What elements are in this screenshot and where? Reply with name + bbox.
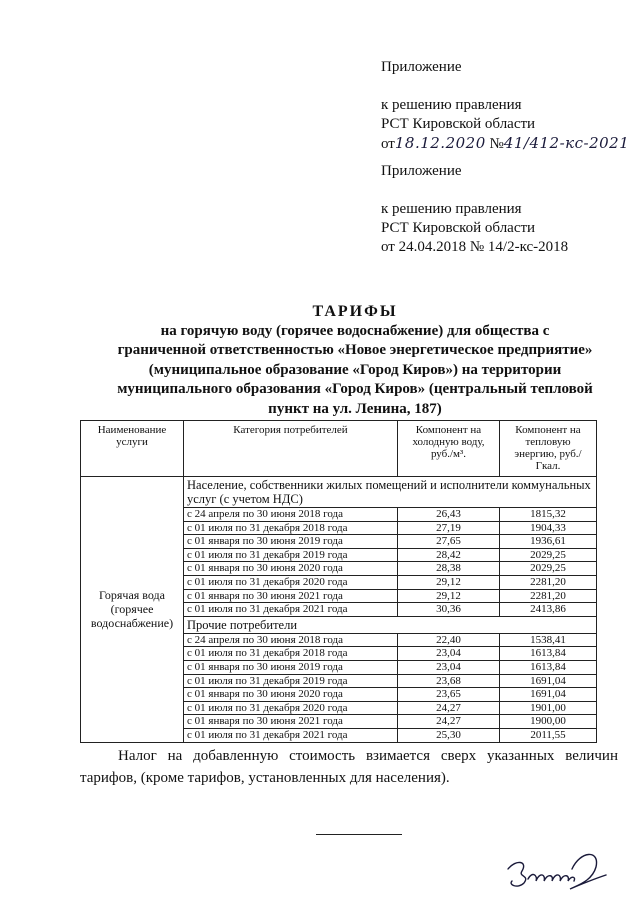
cold-water-cell: 28,38 [398,562,500,576]
period-cell: с 01 июля по 31 декабря 2018 года [184,521,398,535]
heading-line1: на горячую воду (горячее водоснабжение) для общества с [160,322,550,339]
appendix-new-line2: РСТ Кировской области [381,116,536,132]
cold-water-cell: 25,30 [398,728,500,742]
cold-water-cell: 27,19 [398,521,500,535]
header-heat: Компонент на тепловую энергию, руб./Гкал. [500,421,597,477]
appendix-old-line1: к решению правления [381,201,522,217]
period-cell: с 01 июля по 31 декабря 2018 года [184,647,398,661]
heat-cell: 1815,32 [500,508,597,522]
heat-cell: 2413,86 [500,603,597,617]
period-cell: с 01 января по 30 июня 2019 года [184,660,398,674]
table-body [81,477,597,743]
period-cell: с 01 июля по 31 декабря 2019 года [184,674,398,688]
heat-cell: 1936,61 [500,535,597,549]
appendix-new-prefix: от [381,136,395,152]
heat-cell: 2029,25 [500,548,597,562]
heat-cell: 1691,04 [500,674,597,688]
cold-water-cell: 24,27 [398,715,500,729]
consumer-group-title: Прочие потребители [184,616,597,633]
heat-cell: 2011,55 [500,728,597,742]
appendix-new-title: Приложение [381,59,462,75]
appendix-new-no-sign: № [489,136,504,152]
appendix-old-line3: от 24.04.2018 № 14/2-кс-2018 [381,239,569,255]
cold-water-cell: 30,36 [398,603,500,617]
heat-cell: 2029,25 [500,562,597,576]
header-category: Категория потребителей [184,421,398,477]
heading-line3: (муниципальное образование «Город Киров») на территории [148,361,562,378]
period-cell: с 24 апреля по 30 июня 2018 года [184,633,398,647]
period-cell: с 01 июля по 31 декабря 2021 года [184,603,398,617]
heat-cell: 1901,00 [500,701,597,715]
signature-line [316,834,402,835]
period-cell: с 01 июля по 31 декабря 2021 года [184,728,398,742]
appendix-old-block [381,162,568,257]
period-cell: с 01 июля по 31 декабря 2020 года [184,701,398,715]
period-cell: с 01 января по 30 июня 2019 года [184,535,398,549]
heat-cell: 1900,00 [500,715,597,729]
heading-line2: граниченной ответственностью «Новое энергетическое предприятие» [117,342,593,358]
period-cell: с 01 июля по 31 декабря 2020 года [184,575,398,589]
header-cold-water: Компонент на холодную воду, руб./м³. [398,421,500,477]
appendix-new-number-handwritten: 41/412-кс-2021 [503,134,630,152]
cold-water-cell: 29,12 [398,575,500,589]
period-cell: с 24 апреля по 30 июня 2018 года [184,508,398,522]
appendix-old-title: Приложение [381,163,462,179]
heat-cell: 2281,20 [500,575,597,589]
appendix-old-line2: РСТ Кировской области [381,220,536,236]
heat-cell: 1904,33 [500,521,597,535]
heat-cell: 1691,04 [500,688,597,702]
consumer-group-title: Население, собственники жилых помещений и исполнители коммунальных услуг (с учетом НДС) [184,477,597,508]
cold-water-cell: 22,40 [398,633,500,647]
service-name-cell: Горячая вода (горячее водоснабжение) [81,477,184,743]
period-cell: с 01 января по 30 июня 2021 года [184,589,398,603]
cold-water-cell: 27,65 [398,535,500,549]
cold-water-cell: 29,12 [398,589,500,603]
appendix-new-line3 [381,134,629,154]
cold-water-cell: 23,04 [398,647,500,661]
document-heading [90,302,620,419]
heat-cell: 2281,20 [500,589,597,603]
header-service: Наименование услуги [81,421,184,477]
appendix-new-date-handwritten: 18.12.2020 [394,134,486,152]
heat-cell: 1613,84 [500,660,597,674]
heading-line5: пункт на ул. Ленина, 187) [268,400,442,417]
vat-note: Налог на добавленную стоимость взимается сверх указанных величин тарифов, (кроме тарифов, установленных для населения). [80,748,618,786]
heat-cell: 1538,41 [500,633,597,647]
period-cell: с 01 января по 30 июня 2020 года [184,688,398,702]
heading-line4: муниципального образования «Город Киров» (центральный тепловой [117,381,593,397]
cold-water-cell: 23,04 [398,660,500,674]
period-cell: с 01 января по 30 июня 2020 года [184,562,398,576]
appendix-new-block [381,58,629,154]
cold-water-cell: 23,65 [398,688,500,702]
cold-water-cell: 28,42 [398,548,500,562]
heat-cell: 1613,84 [500,647,597,661]
cold-water-cell: 24,27 [398,701,500,715]
heading-title: ТАРИФЫ [312,303,398,320]
table-header-row [81,421,597,477]
cold-water-cell: 23,68 [398,674,500,688]
period-cell: с 01 июля по 31 декабря 2019 года [184,548,398,562]
group-header-row [81,477,597,508]
period-cell: с 01 января по 30 июня 2021 года [184,715,398,729]
appendix-new-line1: к решению правления [381,97,522,113]
tariff-table [80,420,597,743]
handwritten-signature [500,845,610,895]
cold-water-cell: 26,43 [398,508,500,522]
